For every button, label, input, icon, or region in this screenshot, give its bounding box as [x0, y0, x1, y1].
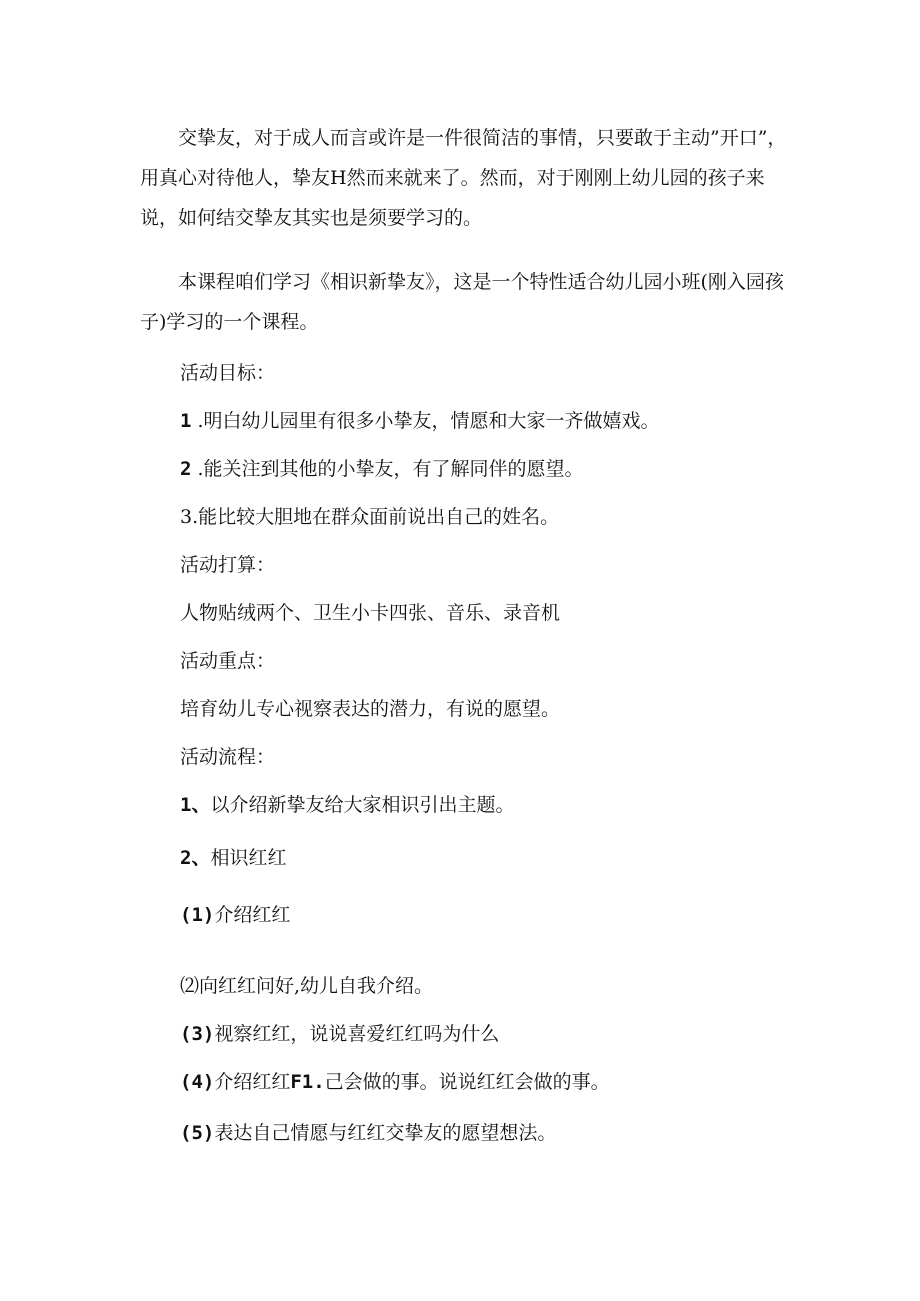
sub-step-4 [180, 1069, 610, 1095]
sub-step-number: (4) [180, 1071, 215, 1093]
sub-step-text: 视察红红，说说喜爱红红吗为什么 [214, 1023, 500, 1045]
flow-text: 相识红红 [210, 847, 287, 869]
sub-step-number: (5) [180, 1122, 215, 1144]
sub-step-5 [180, 1120, 556, 1146]
sub-step-number: (1) [180, 904, 215, 926]
goal-item-3 [180, 504, 559, 530]
sub-step-text: 向红红问好,幼儿自我介绍。 [199, 975, 434, 997]
goal-text: 能比较大胆地在群众面前说出自己的姓名。 [198, 506, 560, 528]
focus-text: 培育幼儿专心视察表达的潜力，有说的愿望。 [180, 698, 561, 720]
sub-step-2 [180, 973, 433, 999]
goal-number: 1 [180, 410, 192, 432]
flow-number: 2、 [180, 847, 211, 869]
sub-step-text: 表达自己情愿与红红交挚友的愿望想法。 [214, 1122, 557, 1144]
flow-heading: 活动流程： [180, 746, 276, 768]
flow-item-2 [180, 845, 286, 871]
goals-heading: 活动目标： [180, 362, 276, 384]
flow-text: 以介绍新挚友给大家相识引出主题。 [210, 794, 515, 816]
intro-paragraph-1 [140, 118, 800, 238]
goal-item-1 [180, 408, 660, 434]
sub-step-text: 介绍红红 [214, 1071, 291, 1093]
paragraph-text: 交挚友，对于成人而言或许是一件很简洁的事情，只要敢于主动”开口”，用真心对待他人，挚友H然而来就来了。然而，对于刚刚上幼儿园的孩子来说，如何结交挚友其实也是须要学习的。 [140, 127, 787, 229]
sub-step-code: F1. [290, 1071, 325, 1093]
flow-number: 1、 [180, 794, 211, 816]
goal-number: 3. [180, 506, 199, 528]
sub-step-number: (3) [180, 1023, 215, 1045]
sub-step-1 [180, 902, 290, 928]
goal-text: .明白幼儿园里有很多小挚友，情愿和大家一齐做嬉戏。 [197, 410, 660, 432]
flow-item-1 [180, 792, 514, 818]
sub-step-3 [180, 1021, 499, 1047]
sub-step-number: ⑵ [180, 975, 200, 997]
sub-step-text: 介绍红红 [214, 904, 291, 926]
focus-heading: 活动重点： [180, 650, 276, 672]
goal-text: .能关注到其他的小挚友，有了解同伴的愿望。 [197, 458, 584, 480]
sub-step-text-rest: 己会做的事。说说红红会做的事。 [324, 1071, 610, 1093]
goal-number: 2 [180, 458, 192, 480]
prep-text: 人物贴绒两个、卫生小卡四张、音乐、录音机 [180, 602, 561, 624]
intro-paragraph-2 [140, 262, 800, 342]
paragraph-text: 本课程咱们学习《相识新挚友》，这是一个特性适合幼儿园小班(刚入园孩子)学习的一个课程。 [140, 271, 784, 333]
goal-item-2 [180, 456, 584, 482]
prep-heading: 活动打算： [180, 554, 276, 576]
